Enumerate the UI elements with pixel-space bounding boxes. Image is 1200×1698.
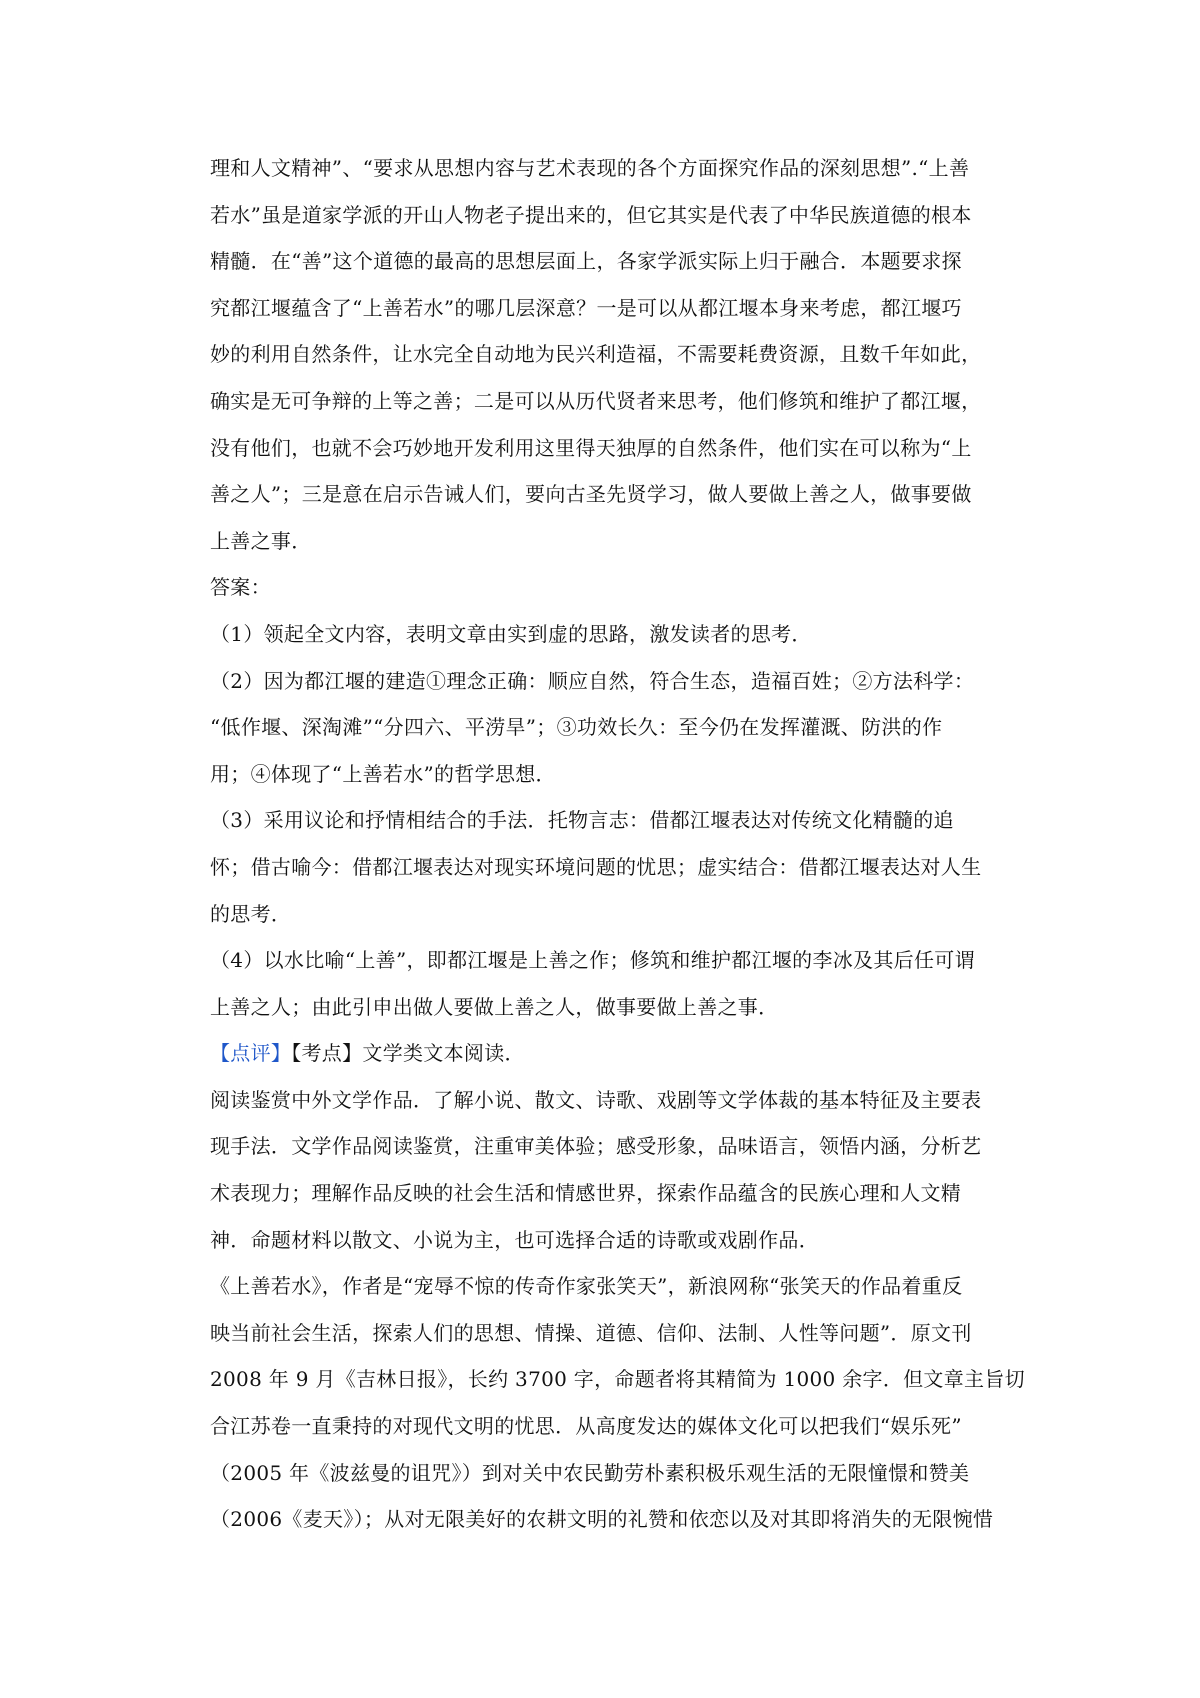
answer-3-line-2: 怀；借古喻今：借都江堰表达对现实环境问题的忧思；虚实结合：借都江堰表达对人生 bbox=[210, 854, 982, 879]
comment-text: 文学类文本阅读． bbox=[362, 1041, 525, 1066]
text-line-7: 没有他们，也就不会巧妙地开发利用这里得天独厚的自然条件，他们实在可以称为“上 bbox=[210, 435, 972, 460]
answer-4-line-2: 上善之人；由此引申出做人要做上善之人，做事要做上善之事． bbox=[210, 994, 779, 1019]
text-line-3: 精髓．在“善”这个道德的最高的思想层面上，各家学派实际上归于融合．本题要求探 bbox=[210, 249, 962, 274]
answer-heading: 答案： bbox=[210, 575, 271, 600]
text-line-6: 确实是无可争辩的上等之善；二是可以从历代贤者来思考，他们修筑和维护了都江堰， bbox=[210, 388, 982, 413]
text-line-8: 善之人”；三是意在启示告诫人们，要向古圣先贤学习，做人要做上善之人，做事要做 bbox=[210, 482, 972, 507]
answer-1: （1）领起全文内容，表明文章由实到虚的思路，激发读者的思考． bbox=[210, 621, 812, 646]
answer-2-line-3: 用；④体现了“上善若水”的哲学思想． bbox=[210, 761, 556, 786]
text-line-9: 上善之事． bbox=[210, 528, 312, 553]
text-line-30: （2006《麦天》）；从对无限美好的农耕文明的礼赞和依恋以及对其即将消失的无限惋惜 bbox=[210, 1507, 994, 1532]
text-line-2: 若水”虽是道家学派的开山人物老子提出来的，但它其实是代表了中华民族道德的根本 bbox=[210, 202, 972, 227]
text-line-28: 合江苏卷一直秉持的对现代文明的忧思．从高度发达的媒体文化可以把我们“娱乐死” bbox=[210, 1414, 962, 1439]
text-line-24: 神．命题材料以散文、小说为主，也可选择合适的诗歌或戏剧作品． bbox=[210, 1227, 819, 1252]
text-line-22: 现手法．文学作品阅读鉴赏，注重审美体验；感受形象，品味语言，领悟内涵，分析艺 bbox=[210, 1134, 982, 1159]
text-line-29: （2005 年《波兹曼的诅咒》）到对关中农民勤劳朴素积极乐观生活的无限憧憬和赞美 bbox=[210, 1460, 970, 1485]
text-line-23: 术表现力；理解作品反映的社会生活和情感世界，探索作品蕴含的民族心理和人文精 bbox=[210, 1181, 962, 1206]
text-line-21: 阅读鉴赏中外文学作品．了解小说、散文、诗歌、戏剧等文学体裁的基本特征及主要表 bbox=[210, 1087, 982, 1112]
document-page bbox=[210, 145, 1025, 1543]
answer-3-line-3: 的思考． bbox=[210, 901, 292, 926]
comment-label: 【考点】 bbox=[291, 1041, 363, 1066]
answer-4-line-1: （4）以水比喻“上善”，即都江堰是上善之作；修筑和维护都江堰的李冰及其后任可谓 bbox=[210, 948, 975, 973]
text-line-5: 妙的利用自然条件，让水完全自动地为民兴利造福，不需要耗费资源，且数千年如此， bbox=[210, 342, 982, 367]
answer-2-line-2: “低作堰、深淘滩”“分四六、平涝旱”；③功效长久：至今仍在发挥灌溉、防洪的作 bbox=[210, 715, 943, 740]
text-line-27: 2008 年 9 月《吉林日报》，长约 3700 字，命题者将其精简为 1000 余字．但文章主旨切 bbox=[210, 1367, 1025, 1392]
text-line-26: 映当前社会生活，探索人们的思想、情操、道德、信仰、法制、人性等问题”．原文刊 bbox=[210, 1320, 972, 1345]
text-line-1: 理和人文精神”、“要求从思想内容与艺术表现的各个方面探究作品的深刻思想”.“上善 bbox=[210, 156, 970, 180]
answer-3-line-1: （3）采用议论和抒情相结合的手法．托物言志：借都江堰表达对传统文化精髓的追 bbox=[210, 808, 954, 833]
comment-line bbox=[210, 1030, 1010, 1077]
text-line-25: 《上善若水》，作者是“宠辱不惊的传奇作家张笑天”，新浪网称“张笑天的作品着重反 bbox=[210, 1274, 963, 1299]
comment-tag: 【点评】 bbox=[210, 1041, 292, 1066]
text-line-4: 究都江堰蕴含了“上善若水”的哪几层深意？一是可以从都江堰本身来考虑，都江堰巧 bbox=[210, 295, 962, 320]
answer-2-line-1: （2）因为都江堰的建造①理念正确：顺应自然，符合生态，造福百姓；②方法科学： bbox=[210, 668, 975, 693]
